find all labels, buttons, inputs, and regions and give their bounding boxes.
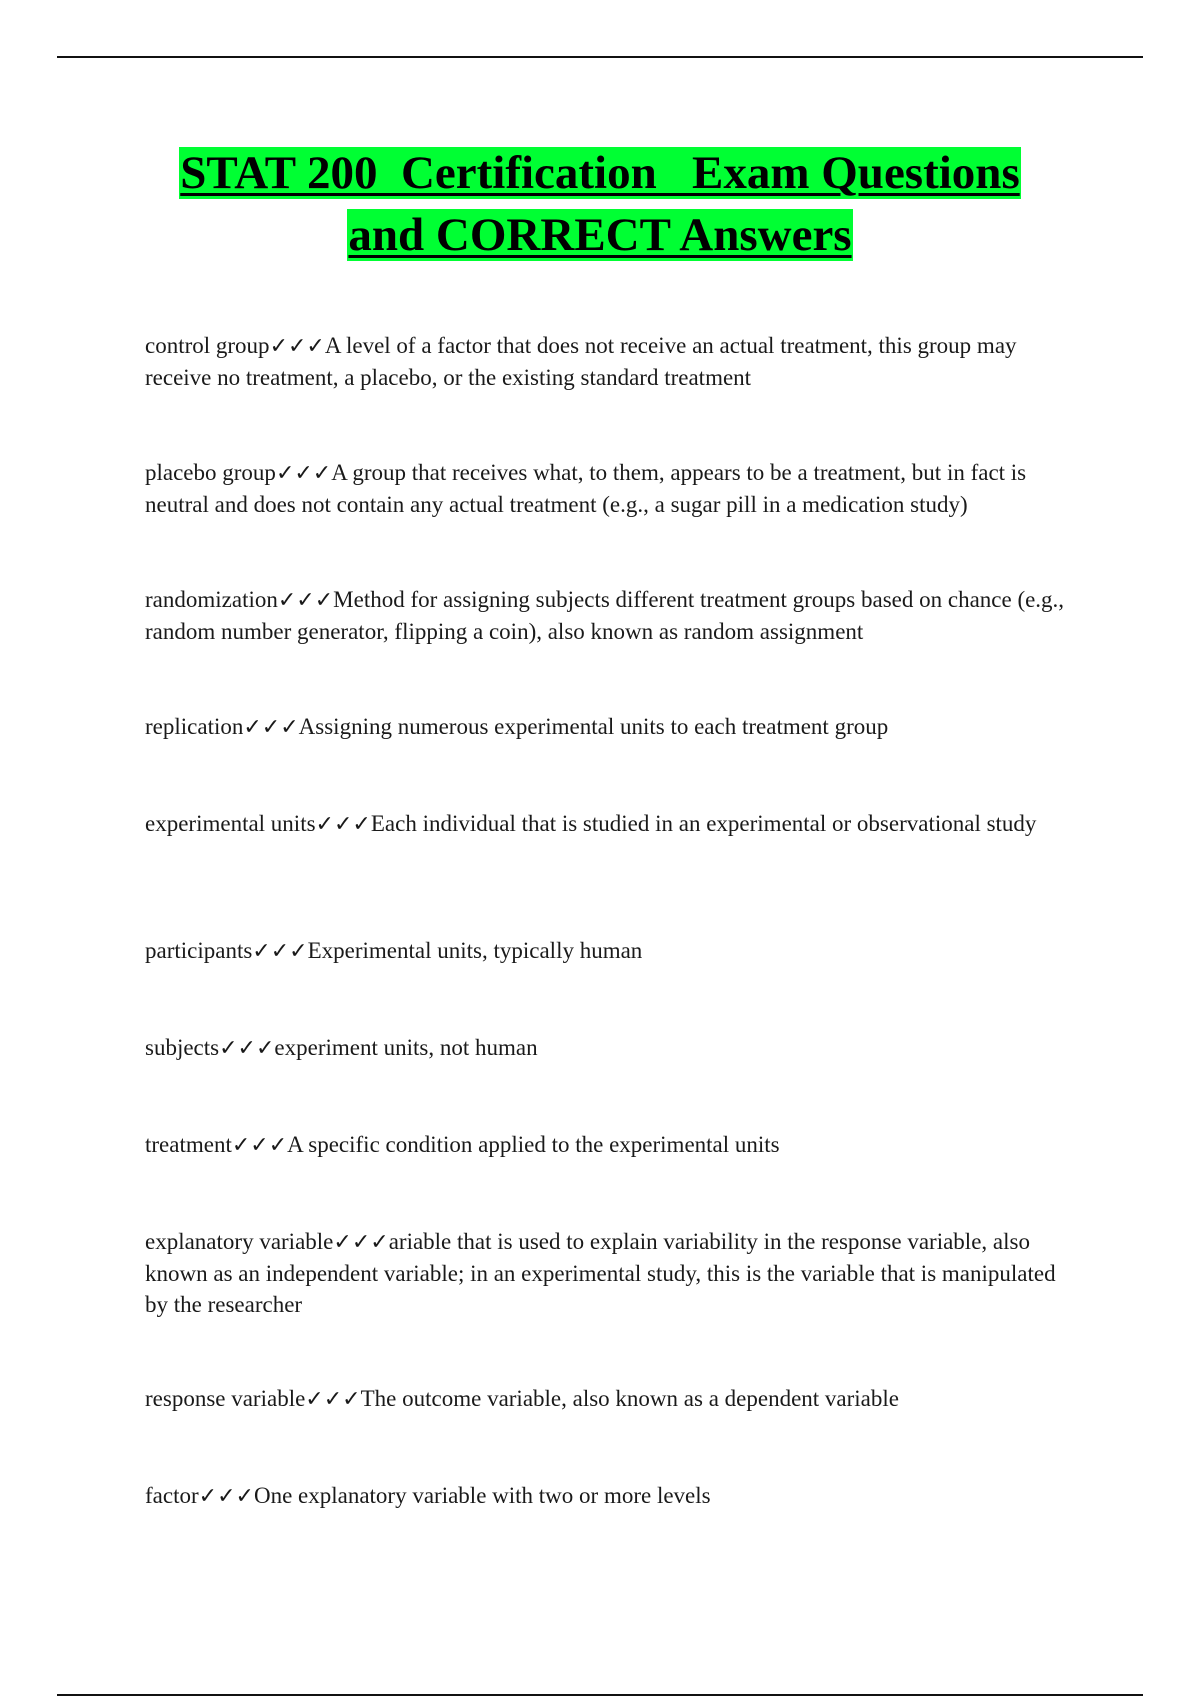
definition: ariable that is used to explain variability in the response variable, also known as an independent variable; in an experimental study, this is the variable that is manipulated by the researcher xyxy=(145,1229,1056,1317)
checkmark-icon: ✓✓✓ xyxy=(219,1036,275,1061)
checkmark-icon: ✓✓✓ xyxy=(333,1230,389,1255)
checkmark-icon: ✓✓✓ xyxy=(243,715,299,740)
qa-item-factor xyxy=(145,1480,1065,1512)
definition: Each individual that is studied in an experimental or observational study xyxy=(370,811,1037,836)
term: replication xyxy=(145,714,244,739)
definition: The outcome variable, also known as a dependent variable xyxy=(360,1386,899,1411)
qa-item-placebo-group xyxy=(145,457,1065,520)
checkmark-icon: ✓✓✓ xyxy=(269,334,325,359)
checkmark-icon: ✓✓✓ xyxy=(231,1133,288,1158)
term: explanatory variable xyxy=(145,1229,334,1254)
qa-item-control-group xyxy=(145,330,1065,393)
definition: Assigning numerous experimental units to each treatment group xyxy=(298,714,889,739)
term: response variable xyxy=(145,1386,306,1411)
page-title xyxy=(0,142,1200,266)
term: participants xyxy=(145,938,253,963)
definition: experiment units, not human xyxy=(274,1035,538,1060)
qa-item-participants xyxy=(145,935,1065,967)
checkmark-icon: ✓✓✓ xyxy=(198,1484,254,1509)
definition: A specific condition applied to the experimental units xyxy=(287,1132,780,1157)
qa-item-treatment xyxy=(145,1129,1065,1161)
term: placebo group xyxy=(145,460,276,485)
qa-item-randomization xyxy=(145,584,1065,647)
checkmark-icon: ✓✓✓ xyxy=(315,812,371,837)
term: experimental units xyxy=(145,811,316,836)
term: control group xyxy=(145,333,270,358)
checkmark-icon: ✓✓✓ xyxy=(252,939,308,964)
definition: Experimental units, typically human xyxy=(307,938,643,963)
definition: A level of a factor that does not receive an actual treatment, this group may receive no treatment, a placebo, or the existing standard treatment xyxy=(145,333,1017,390)
term: factor xyxy=(145,1483,199,1508)
definition: One explanatory variable with two or more levels xyxy=(253,1483,711,1508)
term: randomization xyxy=(145,587,278,612)
top-rule xyxy=(57,56,1143,58)
title-line-1: STAT 200 Certification Exam Questions xyxy=(180,147,1020,199)
term: subjects xyxy=(145,1035,220,1060)
title-line-2: and CORRECT Answers xyxy=(348,209,852,261)
qa-item-replication xyxy=(145,711,1065,743)
qa-item-experimental-units xyxy=(145,808,1065,840)
definition: Method for assigning subjects different treatment groups based on chance (e.g., random number generator, flipping a coin), also known as random assignment xyxy=(145,587,1065,644)
checkmark-icon: ✓✓✓ xyxy=(305,1387,361,1412)
qa-item-subjects xyxy=(145,1032,1065,1064)
checkmark-icon: ✓✓✓ xyxy=(275,461,332,486)
term: treatment xyxy=(145,1132,232,1157)
qa-item-response-variable xyxy=(145,1383,1065,1415)
bottom-rule xyxy=(57,1694,1143,1696)
checkmark-icon: ✓✓✓ xyxy=(277,588,334,613)
definition: A group that receives what, to them, appears to be a treatment, but in fact is neutral and does not contain any actual treatment (e.g., a sugar pill in a medication study) xyxy=(145,460,1027,517)
qa-item-explanatory-variable xyxy=(145,1226,1065,1320)
